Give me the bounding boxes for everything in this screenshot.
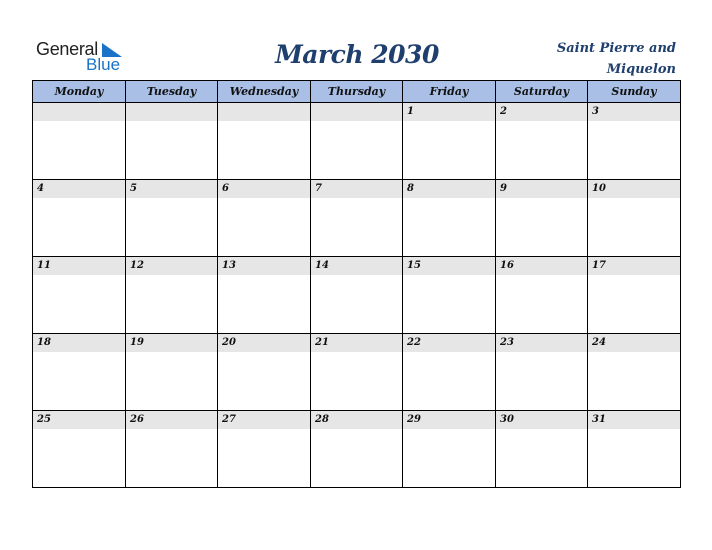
day-cell[interactable] bbox=[33, 334, 126, 411]
weekday-header-sunday: Sunday bbox=[588, 81, 681, 103]
day-number: 24 bbox=[588, 334, 680, 352]
day-number bbox=[311, 103, 402, 121]
weekday-header-wednesday: Wednesday bbox=[218, 81, 311, 103]
day-cell[interactable] bbox=[496, 103, 588, 180]
week-row bbox=[33, 103, 681, 180]
day-number: 8 bbox=[403, 180, 495, 198]
day-number: 16 bbox=[496, 257, 587, 275]
day-number: 12 bbox=[126, 257, 217, 275]
day-number: 15 bbox=[403, 257, 495, 275]
day-number: 17 bbox=[588, 257, 680, 275]
weekday-header-thursday: Thursday bbox=[311, 81, 403, 103]
day-cell[interactable] bbox=[403, 334, 496, 411]
day-cell[interactable] bbox=[496, 257, 588, 334]
day-cell[interactable] bbox=[311, 411, 403, 488]
day-cell[interactable] bbox=[496, 334, 588, 411]
day-cell[interactable] bbox=[218, 257, 311, 334]
day-cell[interactable] bbox=[33, 411, 126, 488]
day-cell[interactable] bbox=[218, 103, 311, 180]
day-number: 30 bbox=[496, 411, 587, 429]
day-number: 28 bbox=[311, 411, 402, 429]
day-number: 14 bbox=[311, 257, 402, 275]
day-number: 25 bbox=[33, 411, 125, 429]
day-cell[interactable] bbox=[126, 411, 218, 488]
day-cell[interactable] bbox=[311, 257, 403, 334]
day-cell[interactable] bbox=[403, 411, 496, 488]
day-number: 9 bbox=[496, 180, 587, 198]
day-cell[interactable] bbox=[588, 411, 681, 488]
weekday-header-friday: Friday bbox=[403, 81, 496, 103]
day-number: 3 bbox=[588, 103, 680, 121]
day-number: 6 bbox=[218, 180, 310, 198]
day-number: 26 bbox=[126, 411, 217, 429]
day-number: 11 bbox=[33, 257, 125, 275]
day-number bbox=[218, 103, 310, 121]
week-row bbox=[33, 334, 681, 411]
day-cell[interactable] bbox=[311, 334, 403, 411]
day-number: 27 bbox=[218, 411, 310, 429]
logo-general-text: General bbox=[36, 39, 98, 59]
day-number: 21 bbox=[311, 334, 402, 352]
day-cell[interactable] bbox=[588, 334, 681, 411]
day-number: 20 bbox=[218, 334, 310, 352]
day-cell[interactable] bbox=[33, 180, 126, 257]
region-label: Saint Pierre and Miquelon bbox=[556, 41, 676, 77]
day-cell[interactable] bbox=[126, 257, 218, 334]
calendar-grid bbox=[32, 80, 681, 488]
day-cell[interactable] bbox=[311, 180, 403, 257]
logo-blue-text: Blue bbox=[86, 55, 121, 74]
day-number: 22 bbox=[403, 334, 495, 352]
day-cell[interactable] bbox=[126, 334, 218, 411]
day-number: 23 bbox=[496, 334, 587, 352]
day-cell[interactable] bbox=[218, 180, 311, 257]
weekday-header-monday: Monday bbox=[33, 81, 126, 103]
day-cell[interactable] bbox=[588, 180, 681, 257]
page-title: March 2030 bbox=[275, 40, 439, 69]
weekday-header-saturday: Saturday bbox=[496, 81, 588, 103]
weekday-header-tuesday: Tuesday bbox=[126, 81, 218, 103]
day-number bbox=[126, 103, 217, 121]
day-number: 2 bbox=[496, 103, 587, 121]
logo bbox=[36, 39, 136, 75]
day-number: 31 bbox=[588, 411, 680, 429]
week-row bbox=[33, 411, 681, 488]
week-row bbox=[33, 180, 681, 257]
day-cell[interactable] bbox=[496, 180, 588, 257]
day-cell[interactable] bbox=[218, 411, 311, 488]
day-cell[interactable] bbox=[588, 257, 681, 334]
day-cell[interactable] bbox=[218, 334, 311, 411]
weekday-header-row bbox=[33, 81, 681, 103]
day-number: 19 bbox=[126, 334, 217, 352]
day-number: 18 bbox=[33, 334, 125, 352]
day-number: 10 bbox=[588, 180, 680, 198]
day-cell[interactable] bbox=[33, 103, 126, 180]
day-number: 5 bbox=[126, 180, 217, 198]
day-number bbox=[33, 103, 125, 121]
week-row bbox=[33, 257, 681, 334]
day-number: 13 bbox=[218, 257, 310, 275]
day-number: 29 bbox=[403, 411, 495, 429]
day-cell[interactable] bbox=[33, 257, 126, 334]
day-cell[interactable] bbox=[588, 103, 681, 180]
day-number: 4 bbox=[33, 180, 125, 198]
day-number: 7 bbox=[311, 180, 402, 198]
day-number: 1 bbox=[403, 103, 495, 121]
day-cell[interactable] bbox=[403, 180, 496, 257]
day-cell[interactable] bbox=[126, 103, 218, 180]
day-cell[interactable] bbox=[311, 103, 403, 180]
day-cell[interactable] bbox=[496, 411, 588, 488]
day-cell[interactable] bbox=[403, 257, 496, 334]
day-cell[interactable] bbox=[403, 103, 496, 180]
day-cell[interactable] bbox=[126, 180, 218, 257]
